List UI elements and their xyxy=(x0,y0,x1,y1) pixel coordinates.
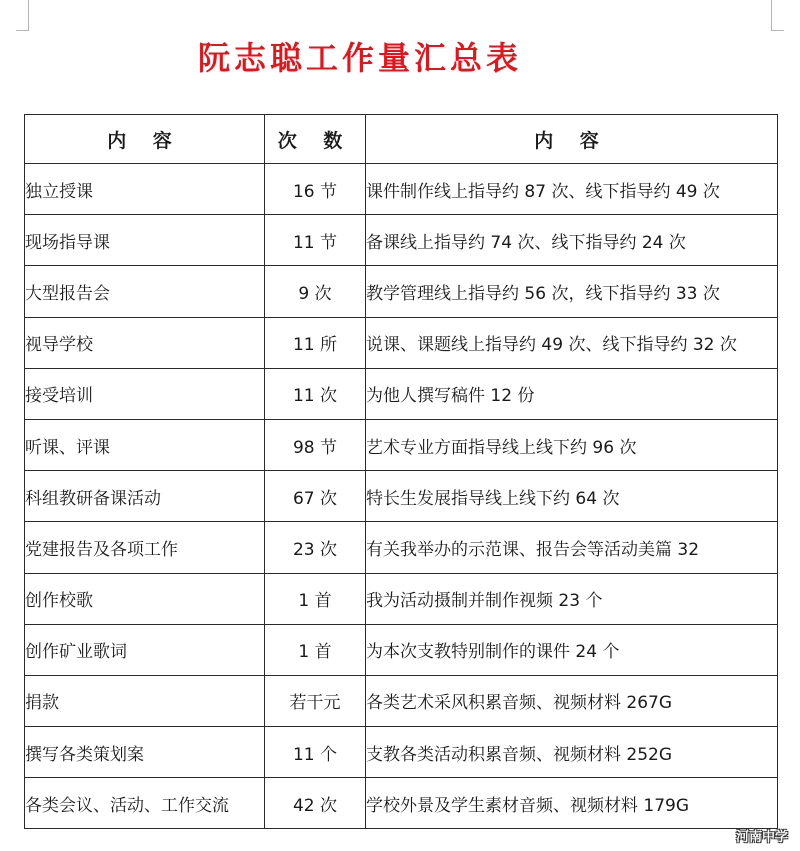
row-detail: 我为活动摄制并制作视频 23 个 xyxy=(366,573,778,624)
row-count: 67 次 xyxy=(265,471,366,522)
row-item: 创作校歌 xyxy=(25,573,265,624)
row-count: 42 次 xyxy=(265,778,366,829)
row-detail: 有关我举办的示范课、报告会等活动美篇 32 xyxy=(366,522,778,573)
row-count: 1 首 xyxy=(265,624,366,675)
row-count: 若干元 xyxy=(265,675,366,726)
table-row xyxy=(25,368,778,419)
row-detail: 各类艺术采风积累音频、视频材料 267G xyxy=(366,675,778,726)
table-row xyxy=(25,419,778,470)
header-count: 次 数 xyxy=(265,115,366,164)
watermark: 河南中学 xyxy=(735,830,788,845)
row-detail: 为本次支教特别制作的课件 24 个 xyxy=(366,624,778,675)
table-row xyxy=(25,215,778,266)
row-count: 11 节 xyxy=(265,215,366,266)
row-count: 11 个 xyxy=(265,727,366,778)
table-row xyxy=(25,573,778,624)
header-content-2: 内 容 xyxy=(366,115,778,164)
table-row xyxy=(25,522,778,573)
row-detail: 学校外景及学生素材音频、视频材料 179G xyxy=(366,778,778,829)
page-corner-mark-right xyxy=(771,0,784,31)
row-detail: 备课线上指导约 74 次、线下指导约 24 次 xyxy=(366,215,778,266)
row-count: 1 首 xyxy=(265,573,366,624)
table-row xyxy=(25,778,778,829)
row-item: 科组教研备课活动 xyxy=(25,471,265,522)
table-row xyxy=(25,471,778,522)
row-detail: 支教各类活动积累音频、视频材料 252G xyxy=(366,727,778,778)
table-row xyxy=(25,727,778,778)
row-item: 创作矿业歌词 xyxy=(25,624,265,675)
header-content: 内 容 xyxy=(25,115,265,164)
row-item: 接受培训 xyxy=(25,368,265,419)
row-item: 视导学校 xyxy=(25,317,265,368)
row-count: 98 节 xyxy=(265,419,366,470)
row-item: 党建报告及各项工作 xyxy=(25,522,265,573)
table-row xyxy=(25,266,778,317)
row-item: 现场指导课 xyxy=(25,215,265,266)
document-title: 阮志聪工作量汇总表 xyxy=(197,39,522,77)
row-count: 23 次 xyxy=(265,522,366,573)
table-row xyxy=(25,164,778,215)
row-detail: 特长生发展指导线上线下约 64 次 xyxy=(366,471,778,522)
row-item: 撰写各类策划案 xyxy=(25,727,265,778)
row-item: 听课、评课 xyxy=(25,419,265,470)
row-item: 各类会议、活动、工作交流 xyxy=(25,778,265,829)
table-row xyxy=(25,624,778,675)
table-row xyxy=(25,675,778,726)
workload-table xyxy=(24,114,778,829)
row-count: 16 节 xyxy=(265,164,366,215)
row-detail: 课件制作线上指导约 87 次、线下指导约 49 次 xyxy=(366,164,778,215)
row-count: 11 次 xyxy=(265,368,366,419)
table-header-row xyxy=(25,115,778,164)
row-item: 独立授课 xyxy=(25,164,265,215)
page-corner-mark-left xyxy=(16,0,29,31)
row-detail: 为他人撰写稿件 12 份 xyxy=(366,368,778,419)
row-detail: 说课、课题线上指导约 49 次、线下指导约 32 次 xyxy=(366,317,778,368)
row-item: 大型报告会 xyxy=(25,266,265,317)
row-count: 11 所 xyxy=(265,317,366,368)
row-item: 捐款 xyxy=(25,675,265,726)
table-row xyxy=(25,317,778,368)
row-detail: 艺术专业方面指导线上线下约 96 次 xyxy=(366,419,778,470)
row-count: 9 次 xyxy=(265,266,366,317)
row-detail: 教学管理线上指导约 56 次，线下指导约 33 次 xyxy=(366,266,778,317)
